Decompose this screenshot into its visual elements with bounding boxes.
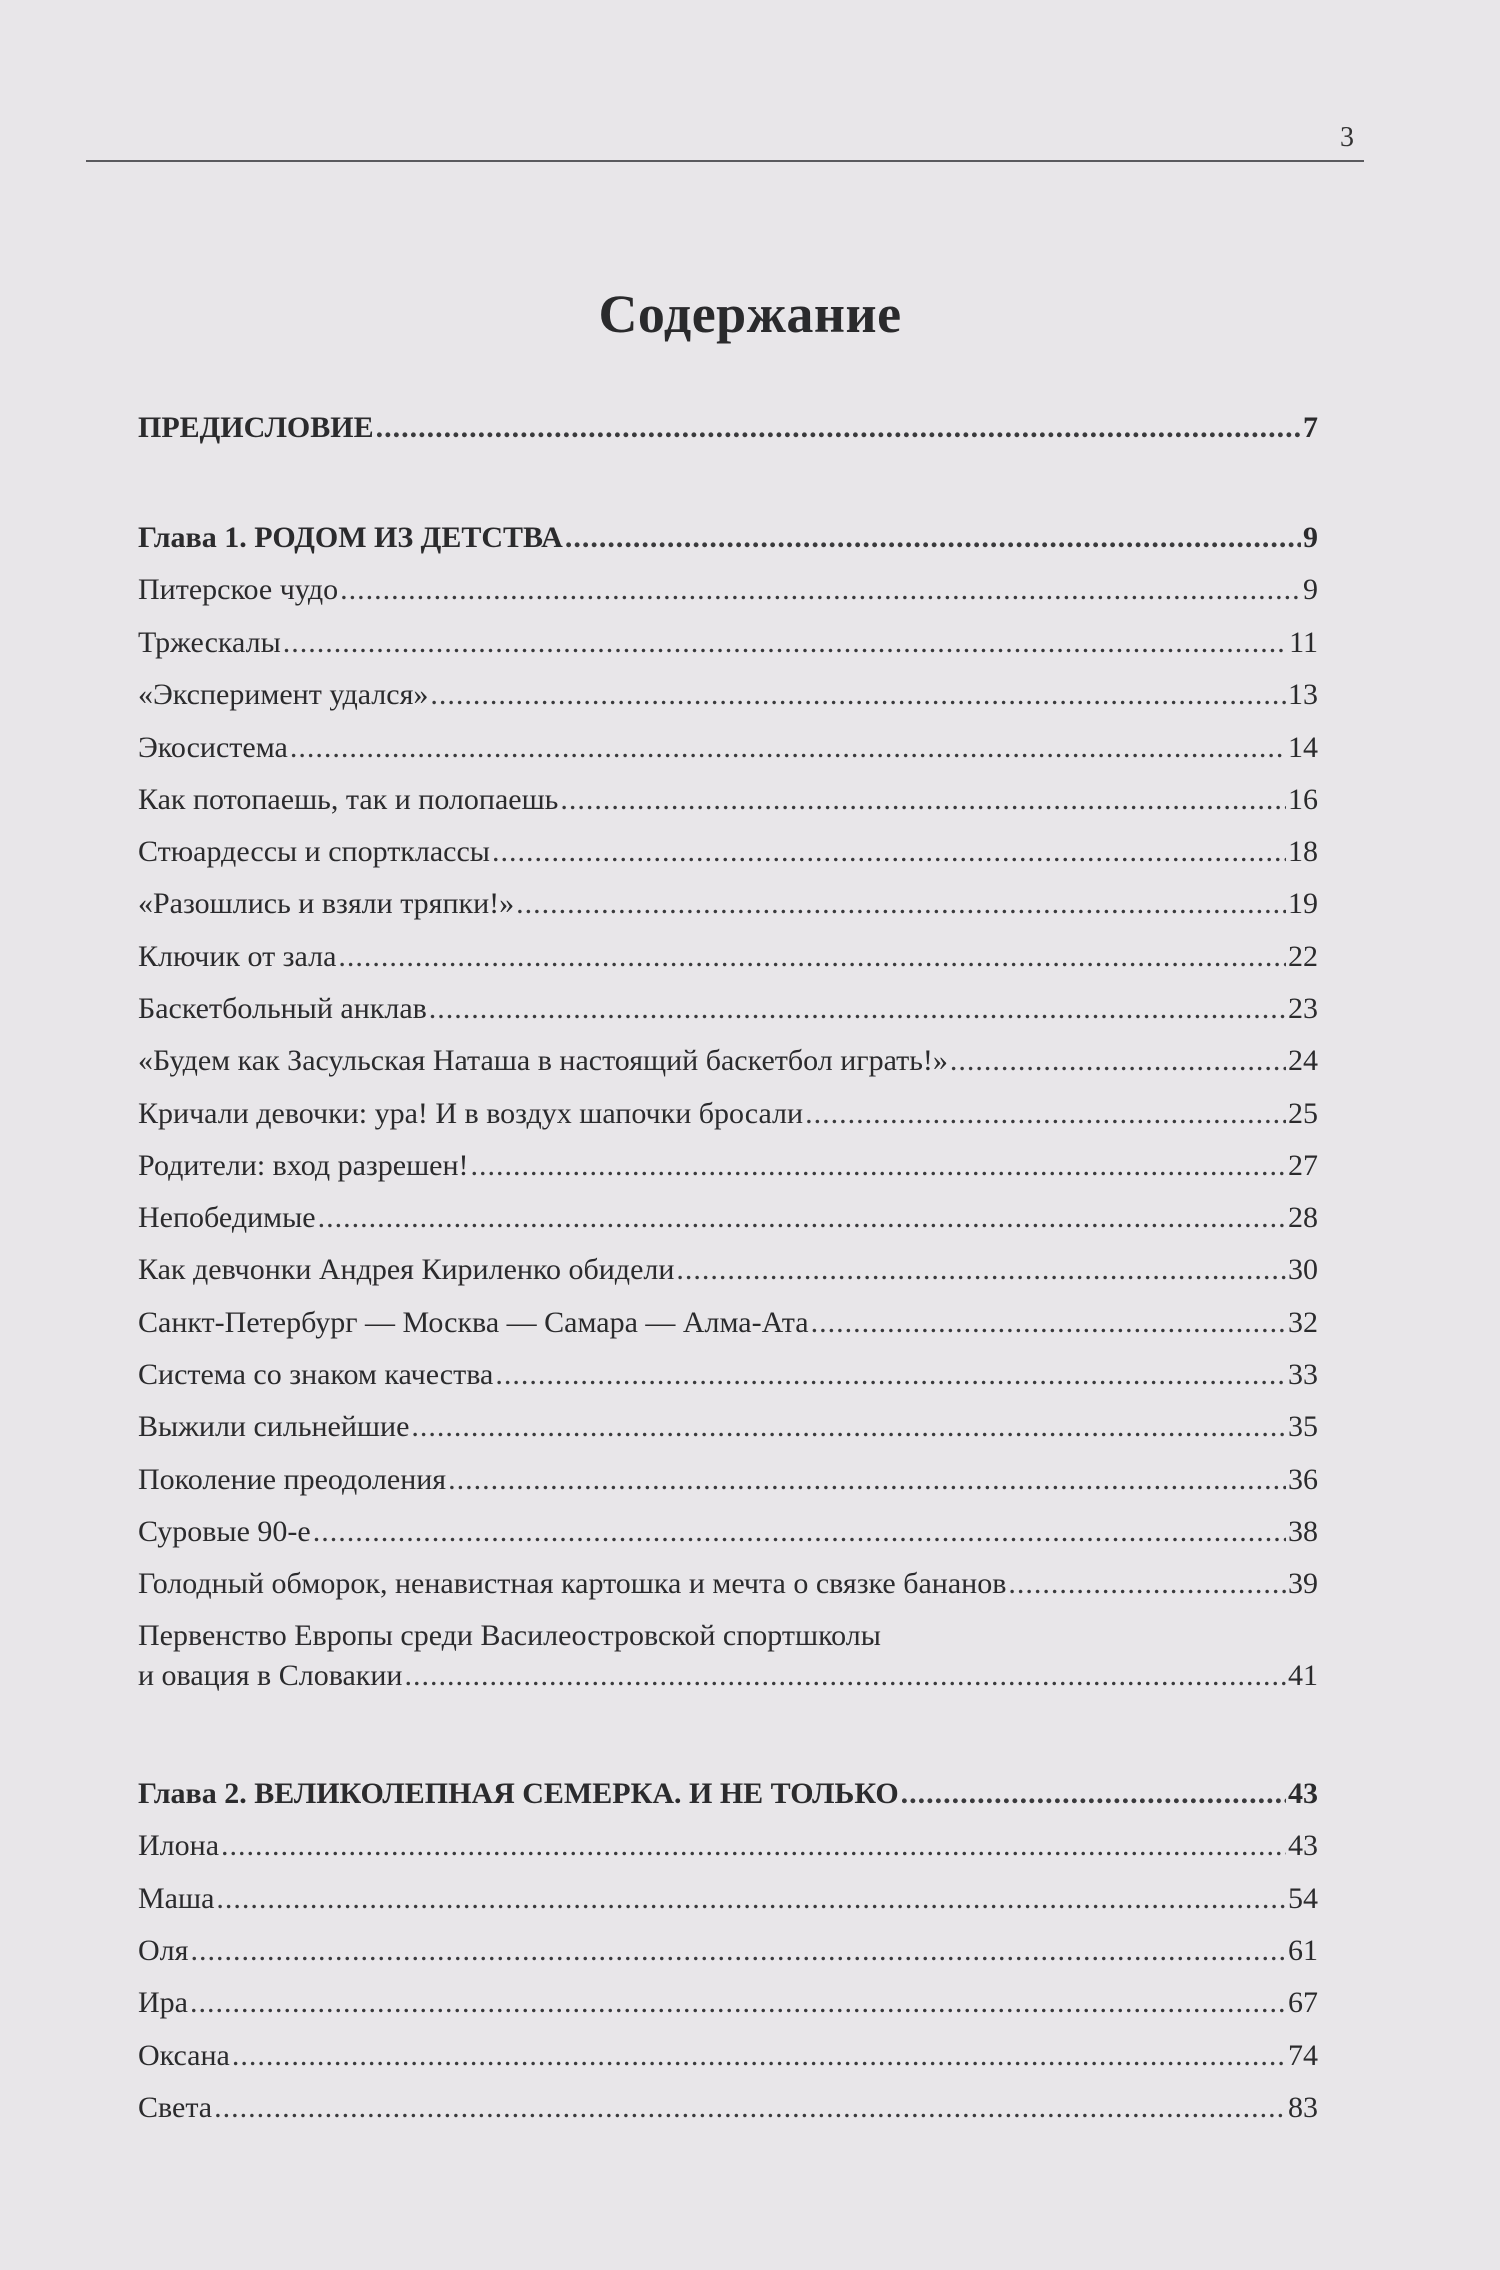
dot-leader [950, 1041, 1286, 1081]
toc-entry-page: 28 [1288, 1201, 1318, 1234]
dot-leader [492, 832, 1286, 872]
dot-leader [411, 1407, 1286, 1447]
dot-leader [232, 2036, 1286, 2076]
toc-entry [138, 1774, 1318, 1814]
header-rule [86, 160, 1364, 162]
dot-leader [1008, 1564, 1286, 1604]
toc-entry [138, 518, 1318, 558]
toc-entry-title: Кричали девочки: ура! И в воздух шапочки бросали [138, 1097, 804, 1130]
toc-entry-title: Глава 2. ВЕЛИКОЛЕПНАЯ СЕМЕРКА. И НЕ ТОЛЬКО [138, 1777, 899, 1810]
toc-entry-title: Выжили сильнейшие [138, 1410, 410, 1443]
toc-entry-page: 16 [1288, 783, 1318, 816]
toc-entry-page: 54 [1288, 1882, 1318, 1915]
toc-entry-title: Экосистема [138, 731, 288, 764]
toc-entry-title: «Будем как Засульская Наташа в настоящий баскетбол играть!» [138, 1044, 948, 1077]
toc-entry-title: Как девчонки Андрея Кириленко обидели [138, 1253, 675, 1286]
toc-entry-title: Тржескалы [138, 626, 281, 659]
toc-entry-page: 43 [1288, 1829, 1318, 1862]
dot-leader [676, 1250, 1286, 1290]
toc-entry-page: 11 [1289, 626, 1318, 659]
toc-entry-page: 38 [1288, 1515, 1318, 1548]
toc-entry-page: 61 [1288, 1934, 1318, 1967]
toc-entry-title-line1: Первенство Европы среди Василеостровской спортшколы [138, 1619, 881, 1652]
page-number: 3 [1340, 122, 1354, 153]
toc-entry [138, 1146, 1318, 1186]
toc-entry-title: Непобедимые [138, 1201, 316, 1234]
dot-leader [214, 2088, 1286, 2128]
toc-entry-page: 25 [1288, 1097, 1318, 1130]
dot-leader [340, 570, 1301, 610]
toc-entry-page: 32 [1288, 1306, 1318, 1339]
toc-entry [138, 1303, 1318, 1343]
dot-leader [404, 1656, 1286, 1696]
toc-entry-title: Поколение преодоления [138, 1463, 447, 1496]
toc-entry-page: 9 [1303, 573, 1318, 606]
dot-leader [430, 675, 1286, 715]
toc-entry [138, 1564, 1318, 1604]
toc-entry-page: 22 [1288, 940, 1318, 973]
dot-leader [338, 937, 1286, 977]
toc-entry-title: Оля [138, 1934, 189, 1967]
toc-entry-title: «Эксперимент удался» [138, 678, 429, 711]
toc-entry-title: Ключик от зала [138, 940, 337, 973]
toc-entry-title: Суровые 90-е [138, 1515, 311, 1548]
dot-leader [565, 518, 1301, 558]
toc-entry-page: 24 [1288, 1044, 1318, 1077]
dot-leader [313, 1512, 1286, 1552]
toc-entry-page: 36 [1288, 1463, 1318, 1496]
toc-entry-title: Санкт-Петербург — Москва — Самара — Алма-Ата [138, 1306, 809, 1339]
toc-entry-page: 41 [1288, 1659, 1318, 1692]
toc-entry [138, 623, 1318, 663]
toc-entry-page: 27 [1288, 1149, 1318, 1182]
toc-entry-page: 30 [1288, 1253, 1318, 1286]
toc-entry-page: 19 [1288, 887, 1318, 920]
toc-entry-page: 74 [1288, 2039, 1318, 2072]
dot-leader [495, 1355, 1286, 1395]
dot-leader [516, 884, 1286, 924]
toc-entry [138, 1983, 1318, 2023]
toc-entry-title: Стюардессы и спортклассы [138, 835, 490, 868]
toc-entry [138, 1198, 1318, 1238]
dot-leader [448, 1460, 1286, 1500]
toc-entry-title: Глава 1. РОДОМ ИЗ ДЕТСТВА [138, 521, 563, 554]
toc-entry [138, 1041, 1318, 1081]
toc-entry-page: 9 [1303, 521, 1318, 554]
toc-entry [138, 1879, 1318, 1919]
toc-entry [138, 675, 1318, 715]
toc-entry [138, 937, 1318, 977]
toc-entry [138, 728, 1318, 768]
toc-entry [138, 570, 1318, 610]
toc-entry [138, 1094, 1318, 1134]
toc-entry-title: и овация в Словакии [138, 1659, 403, 1692]
toc-entry-title: Оксана [138, 2039, 230, 2072]
toc-entry-page: 14 [1288, 731, 1318, 764]
toc-entry [138, 1250, 1318, 1290]
dot-leader [216, 1879, 1286, 1919]
toc-entry-title: Ира [138, 1986, 188, 2019]
toc-entry-title: Система со знаком качества [138, 1358, 494, 1391]
toc-entry-title: Питерское чудо [138, 573, 339, 606]
toc-entry-page: 23 [1288, 992, 1318, 1025]
toc-entry-title: Илона [138, 1829, 220, 1862]
dot-leader [290, 728, 1286, 768]
toc-entry-page: 43 [1288, 1777, 1318, 1810]
toc-entry-page: 39 [1288, 1567, 1318, 1600]
dot-leader [190, 1931, 1286, 1971]
toc-entry [138, 1512, 1318, 1552]
dot-leader [811, 1303, 1286, 1343]
toc-entry [138, 1826, 1318, 1866]
toc-entry [138, 1460, 1318, 1500]
toc-entry-page: 83 [1288, 2091, 1318, 2124]
dot-leader [901, 1774, 1286, 1814]
dot-leader [805, 1094, 1286, 1134]
toc-entry-title: «Разошлись и взяли тряпки!» [138, 887, 515, 920]
toc-entry-title: Маша [138, 1882, 215, 1915]
dot-leader [283, 623, 1287, 663]
dot-leader [221, 1826, 1286, 1866]
toc-entry [138, 2036, 1318, 2076]
toc-entry-page: 33 [1288, 1358, 1318, 1391]
toc-entry [138, 1616, 1318, 1696]
toc-entry [138, 832, 1318, 872]
dot-leader [471, 1146, 1286, 1186]
toc-entry [138, 408, 1318, 448]
dot-leader [318, 1198, 1286, 1238]
toc-entry-title: Голодный обморок, ненавистная картошка и мечта о связке бананов [138, 1567, 1007, 1600]
dot-leader [560, 780, 1286, 820]
toc-entry [138, 1931, 1318, 1971]
dot-leader [429, 989, 1286, 1029]
toc-entry-title: Света [138, 2091, 213, 2124]
toc-entry-page: 7 [1303, 411, 1318, 444]
toc-entry-page: 18 [1288, 835, 1318, 868]
toc-entry-page: 67 [1288, 1986, 1318, 2019]
dot-leader [376, 408, 1301, 448]
toc-entry-page: 13 [1288, 678, 1318, 711]
page-title: Содержание [598, 284, 902, 344]
toc-entry [138, 884, 1318, 924]
toc-entry-title: Как потопаешь, так и полопаешь [138, 783, 559, 816]
toc-entry-title: ПРЕДИСЛОВИЕ [138, 411, 374, 444]
toc-entry [138, 1407, 1318, 1447]
toc-entry-title: Родители: вход разрешен! [138, 1149, 469, 1182]
dot-leader [190, 1983, 1286, 2023]
toc-entry [138, 989, 1318, 1029]
toc-entry [138, 2088, 1318, 2128]
toc-entry [138, 780, 1318, 820]
toc-entry-page: 35 [1288, 1410, 1318, 1443]
toc-entry [138, 1355, 1318, 1395]
toc-entry-title: Баскетбольный анклав [138, 992, 427, 1025]
